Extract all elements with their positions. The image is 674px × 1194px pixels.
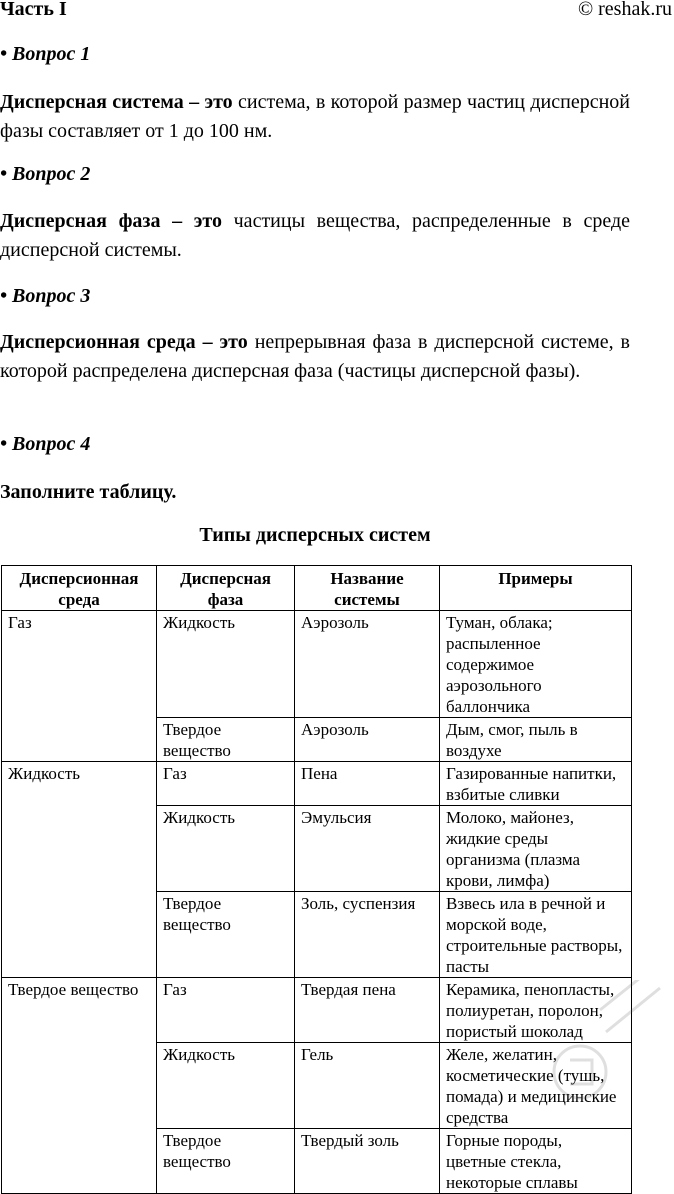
question-1-label: • Вопрос 1 <box>0 43 91 65</box>
system-name-cell: Гель <box>295 1043 440 1129</box>
system-name-cell: Эмульсия <box>295 806 440 892</box>
question-3-label: • Вопрос 3 <box>0 285 91 307</box>
question-4-label: • Вопрос 4 <box>0 433 91 455</box>
system-name-cell: Твердая пена <box>295 978 440 1043</box>
examples-cell: Газированные напитки, взбитые сливки <box>440 762 632 806</box>
question-3-answer <box>0 328 630 386</box>
phase-cell: Жидкость <box>157 1043 295 1129</box>
question-2-label: • Вопрос 2 <box>0 163 91 185</box>
system-name-cell: Аэрозоль <box>295 718 440 762</box>
system-name-cell: Пена <box>295 762 440 806</box>
phase-cell: Твердое вещество <box>157 1129 295 1194</box>
header-examples: Примеры <box>440 566 632 611</box>
phase-cell: Газ <box>157 978 295 1043</box>
question-1-answer <box>0 88 630 146</box>
examples-cell: Горные породы, цветные стекла, некоторые сплавы <box>440 1129 632 1194</box>
examples-cell: Молоко, майонез, жидкие среды организма (плазма крови, лимфа) <box>440 806 632 892</box>
examples-cell: Желе, желатин, косметические (тушь, помада) и медицинские средства <box>440 1043 632 1129</box>
task-text: Заполните таблицу. <box>0 481 177 503</box>
examples-cell: Взвесь ила в речной и морской воде, строительные растворы, пасты <box>440 892 632 978</box>
page-header <box>0 0 674 24</box>
question-2-term: Дисперсная фаза – это <box>0 210 222 232</box>
examples-cell: Туман, облака; распыленное содержимое аэрозольного баллончика <box>440 611 632 718</box>
table-row <box>2 762 632 806</box>
question-2-answer <box>0 207 630 265</box>
medium-cell: Твердое вещество <box>2 978 157 1194</box>
dispersion-table <box>1 565 632 1194</box>
medium-cell: Жидкость <box>2 762 157 978</box>
system-name-cell: Золь, суспензия <box>295 892 440 978</box>
phase-cell: Жидкость <box>157 611 295 718</box>
system-name-cell: Твердый золь <box>295 1129 440 1194</box>
part-title: Часть I <box>0 0 67 20</box>
table-title: Типы дисперсных систем <box>199 524 431 546</box>
header-system-name: Название системы <box>295 566 440 611</box>
question-1-text: система, в которой размер частиц дисперсной фазы составляет от 1 до 100 нм. <box>0 91 630 142</box>
question-3-term: Дисперсионная среда – это <box>0 331 248 353</box>
examples-cell: Керамика, пенопласты, полиуретан, поролон, пористый шоколад <box>440 978 632 1043</box>
phase-cell: Газ <box>157 762 295 806</box>
phase-cell: Твердое вещество <box>157 892 295 978</box>
table-row <box>2 978 632 1043</box>
question-2-text: частицы вещества, распределенные в среде дисперсной системы. <box>0 210 630 261</box>
site-credit: © reshak.ru <box>577 0 672 20</box>
phase-cell: Жидкость <box>157 806 295 892</box>
medium-cell: Газ <box>2 611 157 762</box>
question-1-term: Дисперсная система – это <box>0 91 233 113</box>
question-3-text: непрерывная фаза в дисперсной системе, в которой распределена дисперсная фаза (частицы дисперсной фазы). <box>0 331 631 382</box>
table-header-row <box>2 566 632 611</box>
header-medium: Дисперсионная среда <box>2 566 157 611</box>
header-phase: Дисперсная фаза <box>157 566 295 611</box>
examples-cell: Дым, смог, пыль в воздухе <box>440 718 632 762</box>
system-name-cell: Аэрозоль <box>295 611 440 718</box>
table-row <box>2 611 632 718</box>
phase-cell: Твердое вещество <box>157 718 295 762</box>
